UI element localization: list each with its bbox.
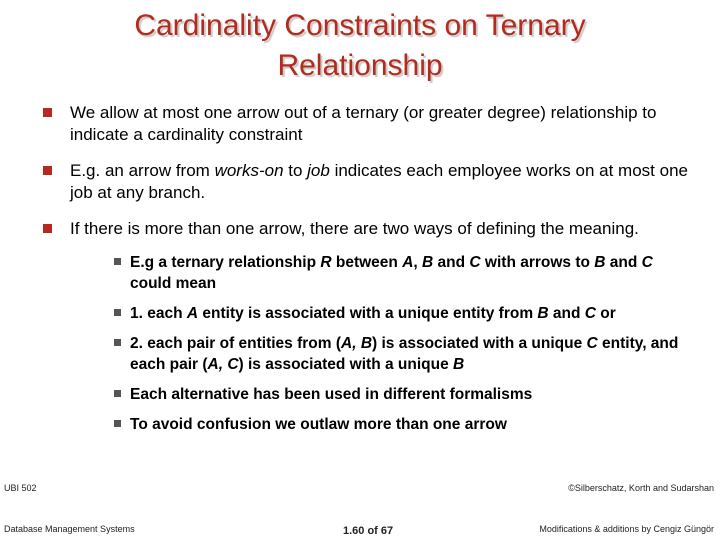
- text-run: and: [605, 254, 642, 271]
- sub-bullet-item: [114, 252, 690, 294]
- footer-page-number: 1.60 of 67: [343, 525, 394, 537]
- text-run: entity, and each pair (: [130, 335, 679, 373]
- bullet-item: [40, 102, 690, 146]
- bullet-text-pre: E.g. an arrow from: [70, 161, 215, 180]
- square-sub-bullet-icon: [114, 309, 121, 316]
- square-bullet-icon: [43, 108, 52, 117]
- text-run-italic: C: [469, 254, 481, 271]
- footer-copyright: ©Silberschatz, Korth and Sudarshan: [568, 483, 714, 493]
- sub-bullet-item: [114, 384, 690, 405]
- square-sub-bullet-icon: [114, 390, 121, 397]
- text-run: between: [331, 254, 403, 271]
- text-run-italic: B: [422, 254, 434, 271]
- footer-modifications: Modifications & additions by Cengiz Güngör: [539, 524, 714, 534]
- text-run-italic: B: [453, 356, 465, 373]
- text-run: entity is associated with a unique entity from: [198, 305, 538, 322]
- text-run-italic: A, C: [207, 356, 239, 373]
- footer-book-title: Database Management Systems: [4, 524, 135, 534]
- bullet-list: [40, 102, 690, 444]
- text-run: 1. each: [130, 305, 187, 322]
- bullet-text-post: indicates each employee works on at most one job at any branch.: [70, 161, 688, 202]
- text-run-italic: C: [586, 335, 598, 352]
- text-run: ,: [413, 254, 423, 271]
- text-run: or: [596, 305, 616, 322]
- text-run-italic: C: [584, 305, 596, 322]
- footer-course: UBI 502: [4, 483, 37, 493]
- text-run-italic: A: [186, 305, 199, 322]
- sub-bullet-item: [114, 303, 690, 324]
- title-line-1: Cardinality Constraints on Ternary: [134, 9, 586, 42]
- bullet-emphasis: job: [307, 161, 330, 180]
- text-run: and: [548, 305, 585, 322]
- text-run-italic: B: [537, 305, 549, 322]
- sub-bullet-item: [114, 333, 690, 375]
- sub-bullet-item: [114, 414, 690, 435]
- text-run: ) is associated with a unique: [238, 356, 453, 373]
- text-run-italic: B: [594, 254, 606, 271]
- text-run: E.g a ternary relationship: [130, 254, 321, 271]
- text-run: ) is associated with a unique: [372, 335, 587, 352]
- square-sub-bullet-icon: [114, 420, 121, 427]
- sub-bullet-text: Each alternative has been used in different formalisms: [130, 386, 533, 403]
- square-bullet-icon: [43, 166, 52, 175]
- text-run: with arrows to: [480, 254, 595, 271]
- square-sub-bullet-icon: [114, 258, 121, 265]
- bullet-item: [40, 160, 690, 204]
- sub-bullet-text: To avoid confusion we outlaw more than one arrow: [130, 416, 507, 433]
- bullet-emphasis: works-on: [214, 161, 284, 180]
- text-run: and: [433, 254, 470, 271]
- text-run-italic: C: [641, 254, 653, 271]
- text-run-italic: R: [320, 254, 332, 271]
- bullet-text: We allow at most one arrow out of a ternary (or greater degree) relationship to indicate a cardinality constraint: [70, 103, 657, 144]
- square-sub-bullet-icon: [114, 339, 121, 346]
- text-run: could mean: [130, 275, 217, 292]
- text-run-italic: A, B: [341, 335, 373, 352]
- bullet-text: If there is more than one arrow, there are two ways of defining the meaning.: [70, 219, 639, 238]
- bullet-item: [40, 218, 690, 240]
- title-line-2: Relationship: [277, 49, 443, 82]
- text-run-italic: A: [402, 254, 414, 271]
- text-run: 2. each pair of entities from (: [130, 335, 342, 352]
- bullet-text-mid: to: [283, 161, 308, 180]
- square-bullet-icon: [43, 224, 52, 233]
- sub-bullet-list: [114, 252, 690, 435]
- slide-title: [0, 6, 720, 86]
